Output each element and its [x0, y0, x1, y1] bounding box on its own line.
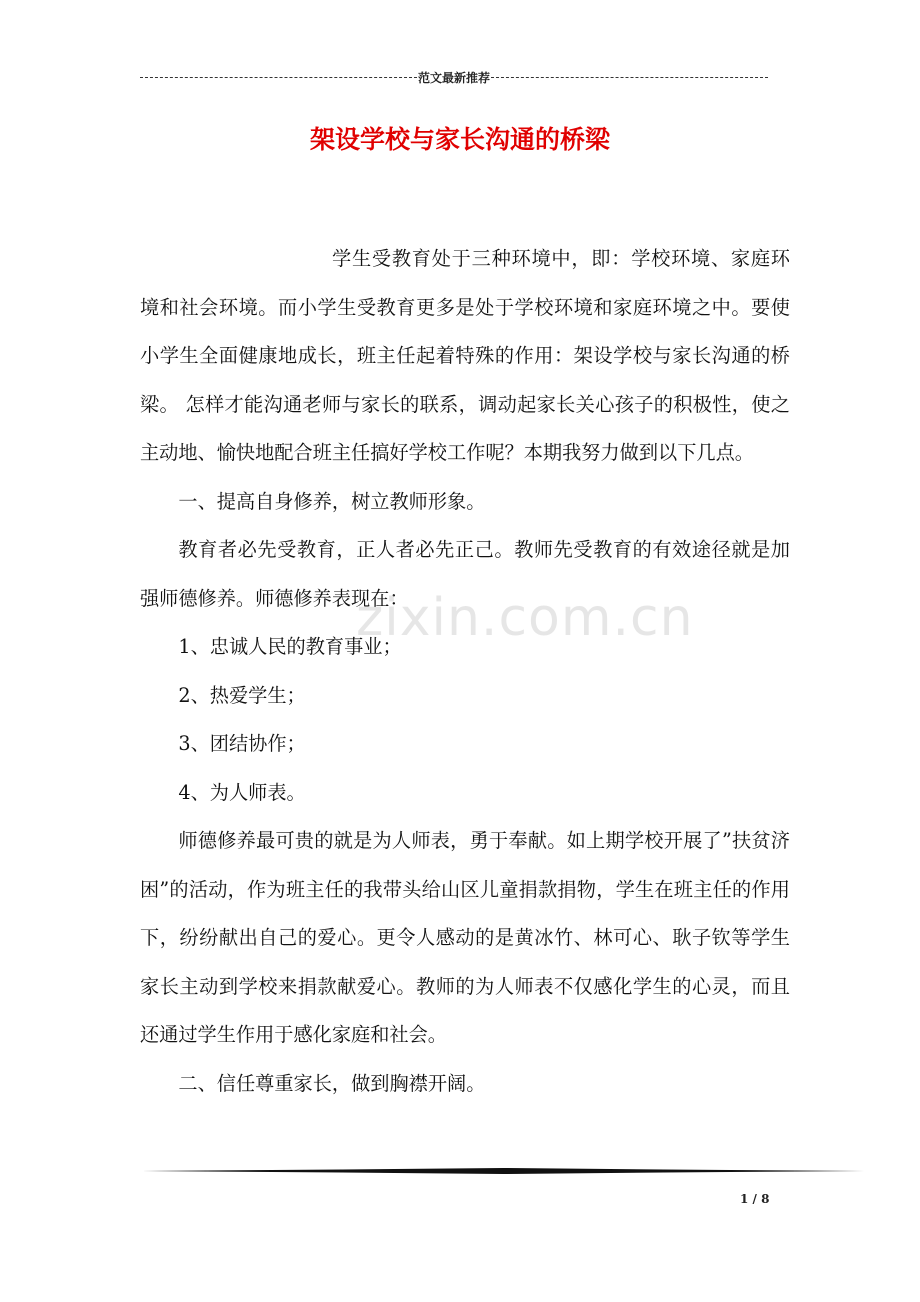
header-dash-left	[140, 77, 417, 78]
paragraph-ethics: 教育者必先受教育，正人者必先正己。教师先受教育的有效途径就是加强师德修养。师德修养表现在：	[140, 538, 790, 610]
header-dash-right	[491, 77, 768, 78]
list-item-2: 2、热爱学生；	[178, 683, 306, 707]
document-title: 架设学校与家长沟通的桥梁	[309, 125, 610, 154]
document-body	[140, 235, 790, 1108]
section-heading-1: 一、提高自身修养，树立教师形象。	[178, 489, 486, 513]
paragraph-example: 师德修养最可贵的就是为人师表，勇于奉献。如上期学校开展了”扶贫济困”的活动，作为班主任的我带头给山区儿童捐款捐物，学生在班主任的作用下，纷纷献出自己的爱心。更令人感动的是黄冰竹、林可心、耿子钦等学生家长主动到学校来捐款献爱心。教师的为人师表不仅感化学生的心灵，而且还通过学生作用于感化家庭和社会。	[140, 829, 790, 1046]
paragraph-intro: 学生受教育处于三种环境中，即：学校环境、家庭环境和社会环境。而小学生受教育更多是处于学校环境和家庭环境之中。要使小学生全面健康地成长，班主任起着特殊的作用：架设学校与家长沟通的桥梁。 怎样才能沟通老师与家长的联系，调动起家长关心孩子的积极性，使之主动地、愉快地配合班主任搞好学校工作呢？本期我努力做到以下几点。	[140, 247, 790, 464]
header-label: 范文最新推荐	[418, 70, 491, 85]
watermark: zixin.com.cn	[356, 588, 694, 648]
list-item-3: 3、团结协作；	[178, 732, 306, 755]
list-item-1: 1、忠诚人民的教育事业；	[178, 635, 402, 658]
footer-rule	[142, 1168, 864, 1174]
section-heading-2: 二、信任尊重家长，做到胸襟开阔。	[178, 1071, 486, 1095]
page-number: 1 / 8	[740, 1192, 770, 1206]
header-rule	[140, 68, 768, 86]
list-item-4: 4、为人师表。	[178, 780, 306, 804]
